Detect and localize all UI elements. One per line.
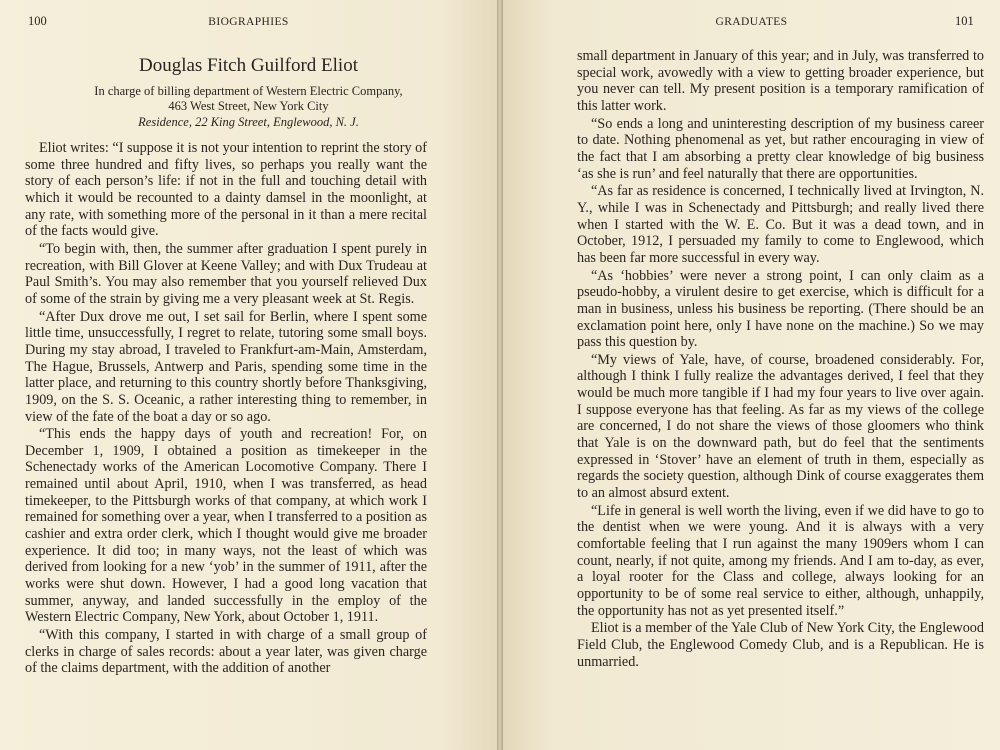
left-body-text: [25, 140, 427, 678]
paragraph: “Life in general is well worth the living, even if we did have to go to the dentist when we were young. And it is always with a very comfortable feeling that I run against the many 1909ers whom I can count, nearly, if not quite, among my friends. And I am to-day, as ever, a loyal rooter for the Class and college, always looking for an opportunity to be of some real service to either, although, unhappily, the opportunity has not as yet presented itself.”: [577, 502, 984, 619]
paragraph: “With this company, I started in with charge of a small group of clerks in charge of sales records: about a year later, was given charge of the claims department, with the addition of another: [25, 627, 427, 677]
paragraph: “This ends the happy days of youth and recreation! For, on December 1, 1909, I obtained a position as timekeeper in the Schenectady works of the American Locomotive Company. There I remained until about April, 1910, when I was transferred, as head timekeeper, to the Pittsburgh works of that company, at which work I remained for something over a year, when I transferred to a position as cashier and extra order clerk, which I thought would give me broader experience. It did too; in many ways, not the least of which was derived from looking for a new ‘yob’ in the summer of 1911, after the works were shut down. However, I had a good long vacation that summer, anyway, and landed successfully in the employ of the Western Electric Company, New York, about October 1, 1911.: [25, 426, 427, 626]
right-running-head: GRADUATES: [715, 16, 788, 28]
right-page: [503, 0, 1000, 750]
residence-line: Residence, 22 King Street, Englewood, N. J.: [138, 115, 359, 129]
address-line: 463 West Street, New York City: [168, 99, 329, 113]
paragraph: “So ends a long and uninteresting description of my business career to date. Nothing phenomenal as yet, but rather encouraging in view of the fact that I am absorbing a pretty clear knowledge of big business ‘as she is run’ and feel naturally that there are opportunities.: [577, 115, 984, 182]
paragraph: Eliot writes: “I suppose it is not your intention to reprint the story of some three hundred and fifty lives, so perhaps you really want the story of each person’s life: if not in the full and touching detail with which it would be recounted to a dainty damsel in the moonlight, at any rate, with something more of the personal in it than a mere recital of the facts would give.: [25, 140, 427, 240]
left-page: [0, 0, 497, 750]
occupation-line: In charge of billing department of Western Electric Company,: [94, 84, 403, 98]
paragraph: “After Dux drove me out, I set sail for Berlin, where I spent some little time, unsuccessfully, I regret to relate, tutoring some small boys. During my stay abroad, I traveled to Frankfurt-am-Main, Amsterdam, The Hague, Brussels, Antwerp and Paris, spending some time in the latter place, and returning to this country shortly before Thanksgiving, 1909, on the S. S. Oceanic, a rather interesting thing to remember, in view of the fate of the boat a day or so ago.: [25, 308, 427, 425]
left-running-head: BIOGRAPHIES: [208, 16, 289, 28]
paragraph: “As ‘hobbies’ were never a strong point, I can only claim as a pseudo-hobby, a virulent desire to get exercise, which is difficult for a man in business, unless his business be reporting. (There should be an exclamation point here, only I have none on the machine.) So we may pass this question by.: [577, 267, 984, 351]
biography-title: Douglas Fitch Guilford Eliot: [138, 55, 358, 76]
paragraph: small department in January of this year; and in July, was transferred to special work, avowedly with a view to getting broader experience, but you never can tell. My present position is a temporary ramification of this latter work.: [577, 48, 984, 114]
paragraph: Eliot is a member of the Yale Club of New York City, the Englewood Field Club, the Englewood Comedy Club, and is a Republican. He is unmarried.: [577, 620, 984, 670]
paragraph: “To begin with, then, the summer after graduation I spent purely in recreation, with Bill Glover at Keene Valley; and with Dux Trudeau at Paul Smith’s. You may also remember that you yourself relieved Dux of some of the strain by giving me a very pleasant week at St. Regis.: [25, 240, 427, 307]
right-body-text: [577, 48, 984, 671]
right-page-number: 101: [955, 14, 974, 28]
paragraph: “As far as residence is concerned, I technically lived at Irvington, N. Y., while I was in Schenectady and Pittsburgh; and really lived there when I started with the W. E. Co. But it was a dead town, and in October, 1912, I persuaded my family to come to Englewood, which has been far more successful in every way.: [577, 183, 984, 266]
paragraph: “My views of Yale, have, of course, broadened considerably. For, although I think I fully realize the advantages derived, I feel that they would be much more tangible if I had my four years to live over again. I suppose everyone has that feeling. As far as my views of the college are concerned, I do not share the views of those gloomers who think that Yale is on the downward path, but do feel that the sentiments expressed in ‘Stover’ have an element of truth in them, especially as regards the society question, although Dink of course exaggerates them to an almost absurd extent.: [577, 351, 984, 502]
left-page-number: 100: [28, 14, 47, 28]
